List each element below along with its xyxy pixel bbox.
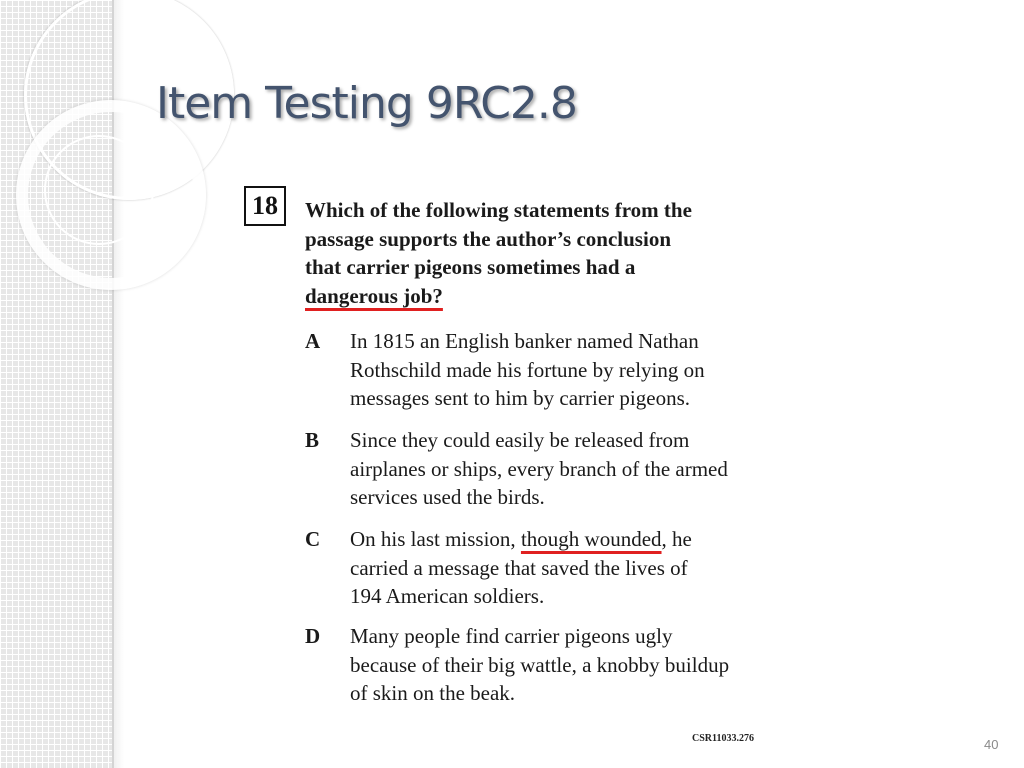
question-number-box: 18	[244, 186, 286, 226]
option-d-text	[350, 622, 800, 708]
option-line: In 1815 an English banker named Nathan	[350, 329, 699, 353]
option-line: carried a message that saved the lives of	[350, 555, 688, 580]
slide-title: Item Testing 9RC2.8	[156, 78, 577, 129]
item-code: CSR11033.276	[692, 733, 754, 744]
option-line: services used the birds.	[350, 485, 545, 509]
option-c-text	[350, 525, 800, 611]
stem-underlined-phrase: dangerous job?	[305, 283, 443, 308]
option-a-letter: A	[305, 329, 321, 353]
option-line: because of their big wattle, a knobby buildup	[350, 652, 730, 677]
option-line: messages sent to him by carrier pigeons.	[350, 386, 690, 410]
option-line: of skin on the beak.	[350, 681, 516, 705]
option-line: Rothschild made his fortune by relying on	[350, 357, 705, 382]
option-d-letter: D	[305, 624, 321, 648]
option-line: Since they could easily be released from	[350, 428, 690, 452]
slide-number: 40	[984, 737, 999, 752]
question-stem	[305, 196, 805, 310]
option-line: airplanes or ships, every branch of the armed	[350, 456, 728, 481]
option-line-part: On his last mission,	[350, 527, 521, 551]
decorative-circle	[44, 135, 154, 245]
option-b-letter: B	[305, 428, 320, 452]
option-line-part: , he	[661, 527, 692, 551]
stem-line: that carrier pigeons sometimes had a	[305, 255, 636, 279]
stem-line: Which of the following statements from the	[305, 198, 692, 222]
stem-line: passage supports the author’s conclusion	[305, 226, 671, 251]
option-c-letter: C	[305, 527, 321, 551]
option-line: 194 American soldiers.	[350, 584, 545, 608]
option-a-text	[350, 327, 800, 413]
option-c-underlined-phrase: though wounded	[520, 527, 662, 551]
option-line: Many people find carrier pigeons ugly	[350, 624, 673, 648]
option-b-text	[350, 426, 800, 512]
